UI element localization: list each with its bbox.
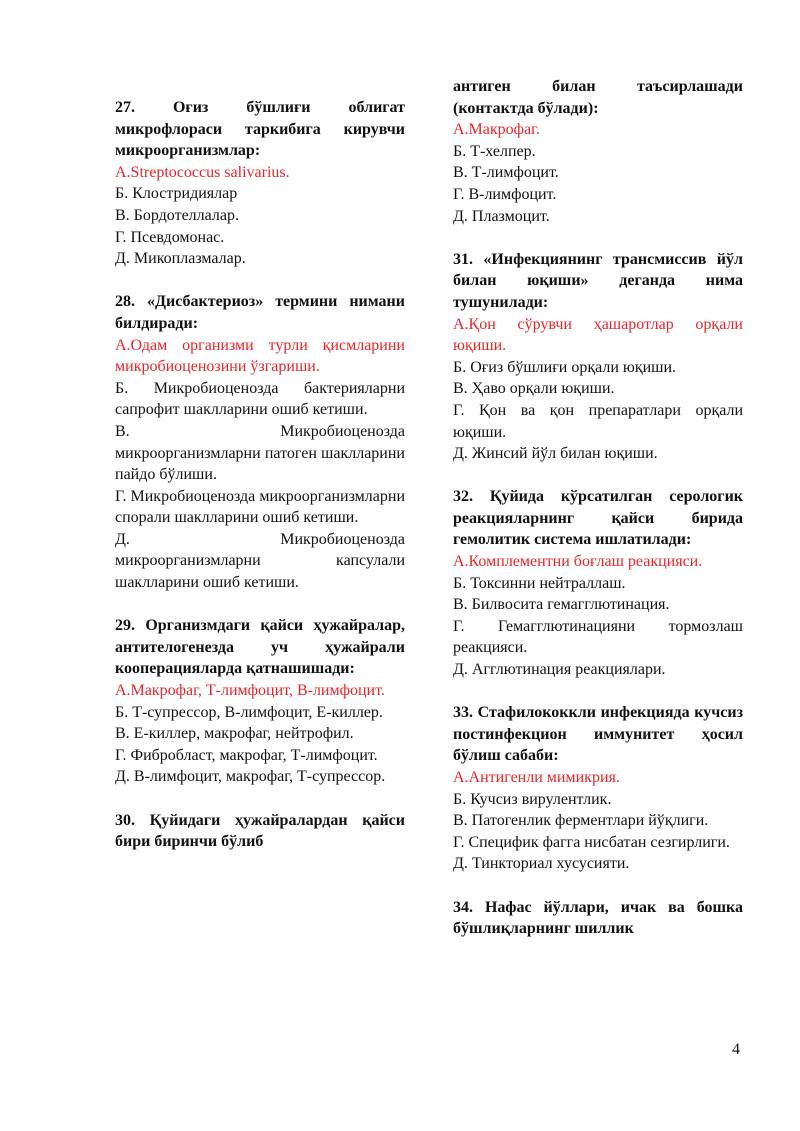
question-27 xyxy=(115,97,405,270)
answer-option: В. Т-лимфоцит. xyxy=(453,164,559,182)
answer-option: Г. Фибробласт, макрофаг, Т-лимфоцит. xyxy=(115,746,378,764)
question-31 xyxy=(453,249,743,465)
answer-option: Г. В-лимфоцит. xyxy=(453,185,557,203)
question-28 xyxy=(115,291,405,593)
answer-option-correct: А.Одам организми турли қисмларини микробиоценозини ўзгариши. xyxy=(115,336,405,376)
left-column xyxy=(115,97,405,853)
answer-option: В. Ҳаво орқали юқиши. xyxy=(453,380,615,398)
question-text: 28. «Дисбактериоз» термини нимани билдиради: xyxy=(115,293,405,332)
answer-option-correct: А.Streptococcus salivarius. xyxy=(115,163,290,181)
answer-option-correct: А.Макрофаг, Т-лимфоцит, В-лимфоцит. xyxy=(115,682,385,700)
answer-option: В. Микробиоценозда микроорганизмларни патоген шаклларини пайдо бўлиши. xyxy=(115,422,405,484)
answer-option: Д. Микробиоценозда микроорганизмларни капсулали шаклларини ошиб кетиши. xyxy=(115,530,405,592)
question-text: 30. Қуйидаги ҳужайралардан қайси бири биринчи бўлиб xyxy=(115,811,405,851)
question-30-continued xyxy=(453,76,743,227)
right-column xyxy=(453,76,743,940)
question-text: 34. Нафас йўллари, ичак ва бошка бўшлиқларнинг шиллик xyxy=(453,898,743,938)
question-32 xyxy=(453,486,743,680)
answer-option: Б. Кучсиз вирулентлик. xyxy=(453,790,612,808)
answer-option-correct: А.Қон сўрувчи ҳашаротлар орқали юқиши. xyxy=(453,315,743,355)
answer-option: В. Бордотеллалар. xyxy=(115,206,239,224)
answer-option: Б. Микробиоценозда бактерияларни сапрофит шаклларини ошиб кетиши. xyxy=(115,379,405,419)
answer-option: Д. Микоплазмалар. xyxy=(115,250,246,268)
answer-option: Б. Оғиз бўшлиғи орқали юқиши. xyxy=(453,358,677,376)
question-text: 29. Организмдаги қайси ҳужайралар, антителогенезда уч ҳужайрали кооперацияларда қатнашишади: xyxy=(115,617,405,678)
answer-option: Б. Токсинни нейтраллаш. xyxy=(453,574,626,592)
answer-option: Д. Плазмоцит. xyxy=(453,207,550,225)
answer-option-correct: А.Макрофаг. xyxy=(453,121,540,139)
answer-option: Д. Агглютинация реакциялари. xyxy=(453,661,666,679)
answer-option: Г. Псевдомонас. xyxy=(115,228,225,246)
question-text: антиген билан таъсирлашади (контактда бўлади): xyxy=(453,78,743,117)
answer-option: Г. Специфик фагга нисбатан сезгирлиги. xyxy=(453,833,730,851)
answer-option-correct: А.Комплементни боғлаш реакцияси. xyxy=(453,553,703,571)
question-30 xyxy=(115,810,405,853)
answer-option: Д. Жинсий йўл билан юқиши. xyxy=(453,445,658,463)
answer-option: Г. Қон ва қон препаратлари орқали юқиши. xyxy=(453,401,743,441)
question-text: 32. Қуйида кўрсатилган серологик реакцияларнинг қайси бирида гемолитик система ишлатилади: xyxy=(453,488,743,549)
question-text: 27. Оғиз бўшлиғи облигат микрофлораси таркибига кирувчи микроорганизмлар: xyxy=(115,99,405,160)
answer-option: Б. Т-хелпер. xyxy=(453,142,536,160)
answer-option: Г. Микробиоценозда микроорганизмларни спорали шаклларини ошиб кетиши. xyxy=(115,487,405,527)
answer-option: В. Билвосита гемагглютинация. xyxy=(453,596,670,614)
answer-option: Б. Клостридиялар xyxy=(115,185,238,203)
answer-option: Д. Тинкториал хусусияти. xyxy=(453,855,630,873)
page-number: 4 xyxy=(732,1041,740,1058)
answer-option: Г. Гемагглютинацияни тормозлаш реакцияси. xyxy=(453,617,743,657)
question-33 xyxy=(453,702,743,875)
question-text: 33. Стафилококкли инфекцияда кучсиз постинфекцион иммунитет ҳосил бўлиш сабаби: xyxy=(453,704,743,765)
question-29 xyxy=(115,615,405,788)
answer-option: Б. Т-супрессор, В-лимфоцит, Е-киллер. xyxy=(115,703,383,721)
question-text: 31. «Инфекциянинг трансмиссив йўл билан юқиши» деганда нима тушунилади: xyxy=(453,250,743,311)
answer-option: Д. В-лимфоцит, макрофаг, Т-супрессор. xyxy=(115,768,386,786)
question-34 xyxy=(453,897,743,940)
answer-option-correct: А.Антигенли мимикрия. xyxy=(453,769,620,786)
answer-option: В. Патогенлик ферментлари йўқлиги. xyxy=(453,812,709,830)
answer-option: В. Е-киллер, макрофаг, нейтрофил. xyxy=(115,725,354,743)
